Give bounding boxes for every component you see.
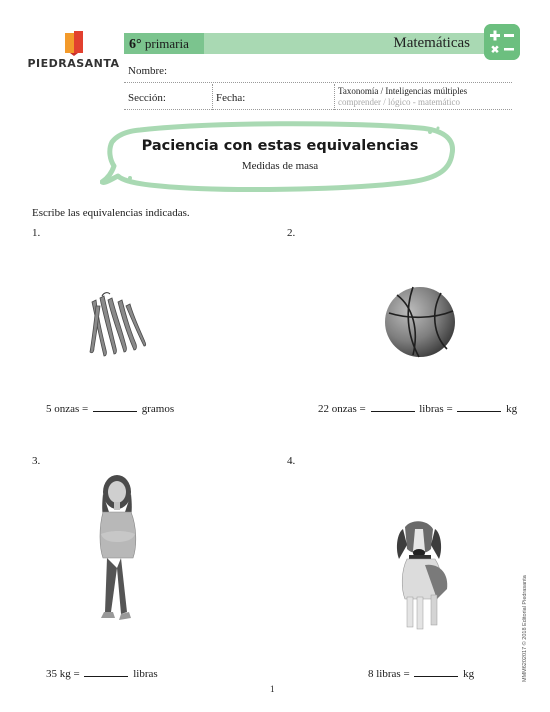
- green-beans-image: [82, 290, 152, 360]
- grade-label: [124, 33, 204, 54]
- exercise-number: 3.: [32, 455, 41, 467]
- copyright-text: MMM6202017 © 2018 Editorial Piedrasanta: [522, 575, 528, 682]
- copyright-note: [522, 552, 530, 682]
- name-label: Nombre:: [128, 65, 168, 77]
- date-label: Fecha:: [216, 92, 246, 104]
- equation-left: 22 onzas =: [318, 403, 369, 415]
- grade-number: 6°: [129, 37, 142, 52]
- equation-middle: libras =: [416, 403, 456, 415]
- grade-level: primaria: [144, 36, 189, 51]
- exercise-equation: [368, 667, 474, 680]
- exercise-number: 2.: [287, 227, 296, 239]
- exercise-number: 4.: [287, 455, 296, 467]
- subject-title: Matemáticas: [393, 35, 470, 51]
- logo-text: PIEDRASANTA: [27, 57, 120, 70]
- answer-blank[interactable]: [457, 402, 501, 412]
- beagle-dog-image: [385, 515, 457, 635]
- answer-blank[interactable]: [93, 402, 137, 412]
- piedrasanta-logo: [26, 30, 121, 72]
- title-cloud-frame: [100, 120, 462, 198]
- basketball-image: [383, 285, 457, 359]
- page-number: 1: [270, 684, 275, 694]
- equation-left: 35 kg =: [46, 668, 83, 680]
- math-operations-icon: [484, 24, 520, 60]
- answer-blank[interactable]: [371, 402, 415, 412]
- taxonomy-label: Taxonomía / Inteligencias múltiples: [338, 86, 468, 96]
- equation-left: 5 onzas =: [46, 403, 91, 415]
- exercise-equation: [46, 402, 174, 415]
- equation-unit: kg: [503, 403, 518, 415]
- answer-blank[interactable]: [84, 667, 128, 677]
- subject-bar: [204, 33, 484, 54]
- divider: [334, 84, 335, 110]
- instructions: Escribe las equivalencias indicadas.: [32, 207, 190, 219]
- section-label: Sección:: [128, 92, 166, 104]
- section-date-field[interactable]: [124, 109, 512, 110]
- answer-blank[interactable]: [414, 667, 458, 677]
- girl-image: [95, 472, 143, 640]
- equation-unit: gramos: [139, 403, 175, 415]
- equation-unit: libras: [130, 668, 158, 680]
- exercise-equation: [46, 667, 158, 680]
- name-field[interactable]: [124, 82, 512, 83]
- exercise-equation: [318, 402, 517, 415]
- book-logo-icon: [64, 30, 84, 56]
- equation-left: 8 libras =: [368, 668, 413, 680]
- worksheet-title: Paciencia con estas equivalencias: [141, 138, 419, 154]
- taxonomy-values: comprender / lógico - matemático: [338, 97, 460, 107]
- worksheet-subtitle: Medidas de masa: [241, 160, 319, 172]
- exercise-number: 1.: [32, 227, 41, 239]
- equation-unit: kg: [460, 668, 475, 680]
- divider: [212, 84, 213, 110]
